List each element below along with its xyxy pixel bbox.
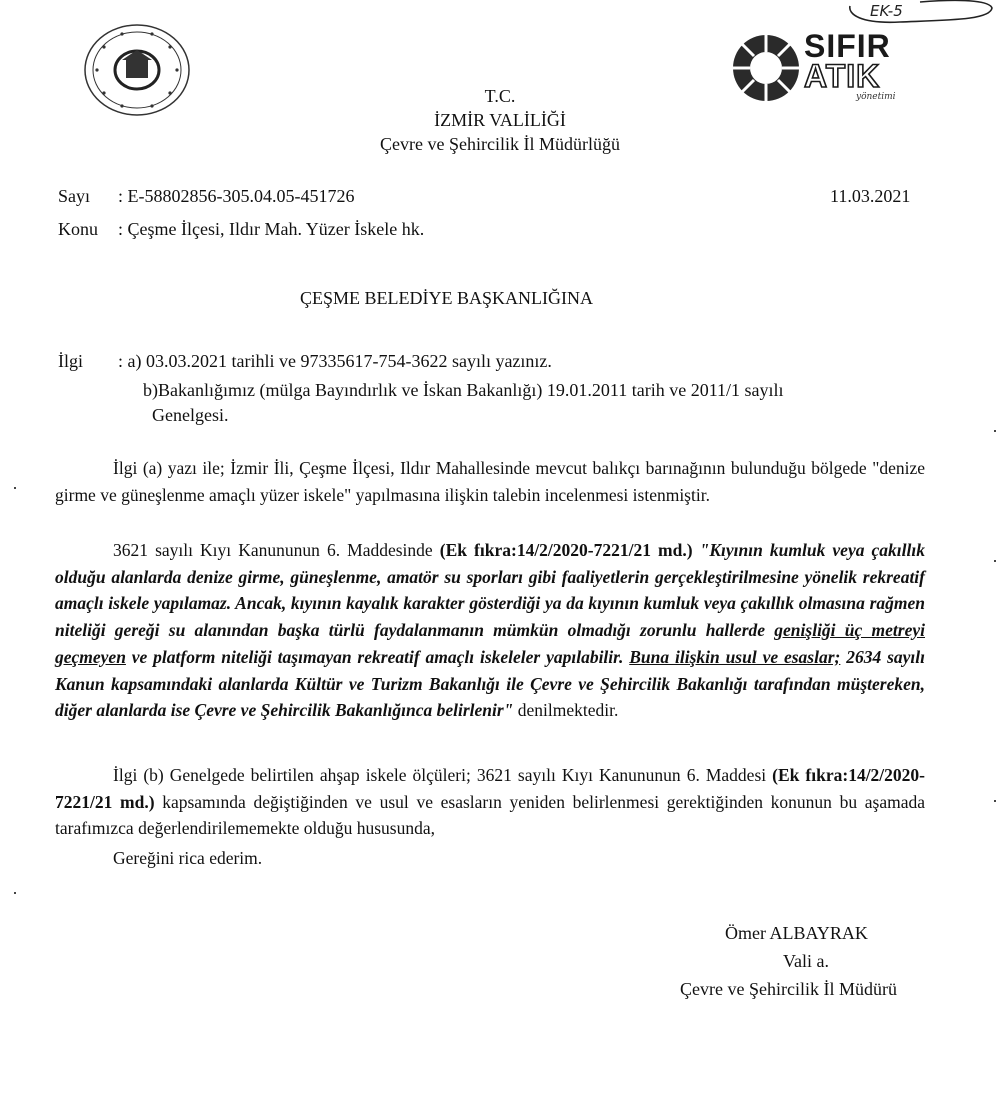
scan-speck	[994, 800, 996, 802]
header-directorate: Çevre ve Şehircilik İl Müdürlüğü	[380, 134, 620, 154]
zero-waste-tagline: yönetimi	[856, 92, 896, 102]
scan-speck	[14, 892, 16, 894]
signatory-name: Ömer ALBAYRAK	[725, 923, 868, 943]
sayi-label: Sayı	[58, 186, 91, 206]
ilgi-item-a: : a) 03.03.2021 tarihli ve 97335617-754-3622 sayılı yazınız.	[118, 351, 552, 371]
ilgi-item-b-cont: Genelgesi.	[152, 405, 229, 425]
addressee: ÇEŞME BELEDİYE BAŞKANLIĞINA	[300, 288, 593, 308]
body-paragraph-1: İlgi (a) yazı ile; İzmir İli, Çeşme İlçesi, Ildır Mahallesinde mevcut balıkçı barınağının bulunduğu bölgede "denize girme ve güneşlenme amaçlı yüzer iskele" yapılmasına ilişkin talebin incelenmesi istenmiştir.	[55, 458, 925, 505]
konu-value: : Çeşme İlçesi, Ildır Mah. Yüzer İskele hk.	[118, 219, 425, 239]
handwritten-annotation	[840, 0, 1000, 26]
scan-speck	[994, 560, 996, 562]
scan-speck	[14, 487, 16, 489]
signatory-title-2: Çevre ve Şehircilik İl Müdürü	[680, 979, 897, 999]
ilgi-label: İlgi	[58, 351, 83, 371]
signatory-title-1: Vali a.	[783, 951, 829, 971]
konu-label: Konu	[58, 219, 98, 239]
sayi-value: : E-58802856-305.04.05-451726	[118, 186, 355, 206]
document-date: 11.03.2021	[830, 186, 911, 206]
header-tc: T.C.	[484, 86, 516, 106]
body-paragraph-2: 3621 sayılı Kıyı Kanununun 6. Maddesinde (Ek fıkra:14/2/2020-7221/21 md.) "Kıyının kumluk veya çakıllık olduğu alanlarda denize girme, güneşlenme, amatör su sporları gibi faaliyetlerin gerçekleştirilmesine yönelik rekreatif amaçlı iskele yapılamaz. Ancak, kıyının kayalık karakter gösterdiği ya da kıyının kumluk veya çakıllık olmasına rağmen niteliği gereği su alanından başka türlü faydalanmanın mümkün olmadığı zorunlu hallerde genişliği üç metreyi geçmeyen ve platform niteliği taşımayan rekreatif amaçlı iskeleler yapılabilir. Buna ilişkin usul ve esaslar; 2634 sayılı Kanun kapsamındaki alanlarda Kültür ve Turizm Bakanlığı ile Çevre ve Şehircilik Bakanlığı tarafından müştereken, diğer alanlarda ise Çevre ve Şehircilik Bakanlığınca belirlenir" denilmektedir.	[55, 540, 925, 721]
zero-waste-word-2: ATIK	[804, 58, 881, 94]
ilgi-item-b: b)Bakanlığımız (mülga Bayındırlık ve İskan Bakanlığı) 19.01.2011 tarih ve 2011/1 sayılı	[143, 380, 784, 400]
body-paragraph-4: Gereğini rica ederim.	[113, 848, 263, 868]
body-paragraph-3: İlgi (b) Genelgede belirtilen ahşap iskele ölçüleri; 3621 sayılı Kıyı Kanununun 6. Maddesi (Ek fıkra:14/2/2020-7221/21 md.) kapsamında değiştiğinden ve usul ve esasların yeniden belirlenmesi gerektiğinden konunun bu aşamada tarafımızca değerlendirilememekte olduğu hususunda,	[55, 765, 925, 839]
zero-waste-word-1: SIFIR	[804, 28, 891, 64]
scan-speck	[994, 430, 996, 432]
annotation-text: EK-5	[870, 2, 903, 20]
header-governorship: İZMİR VALİLİĞİ	[434, 110, 566, 130]
